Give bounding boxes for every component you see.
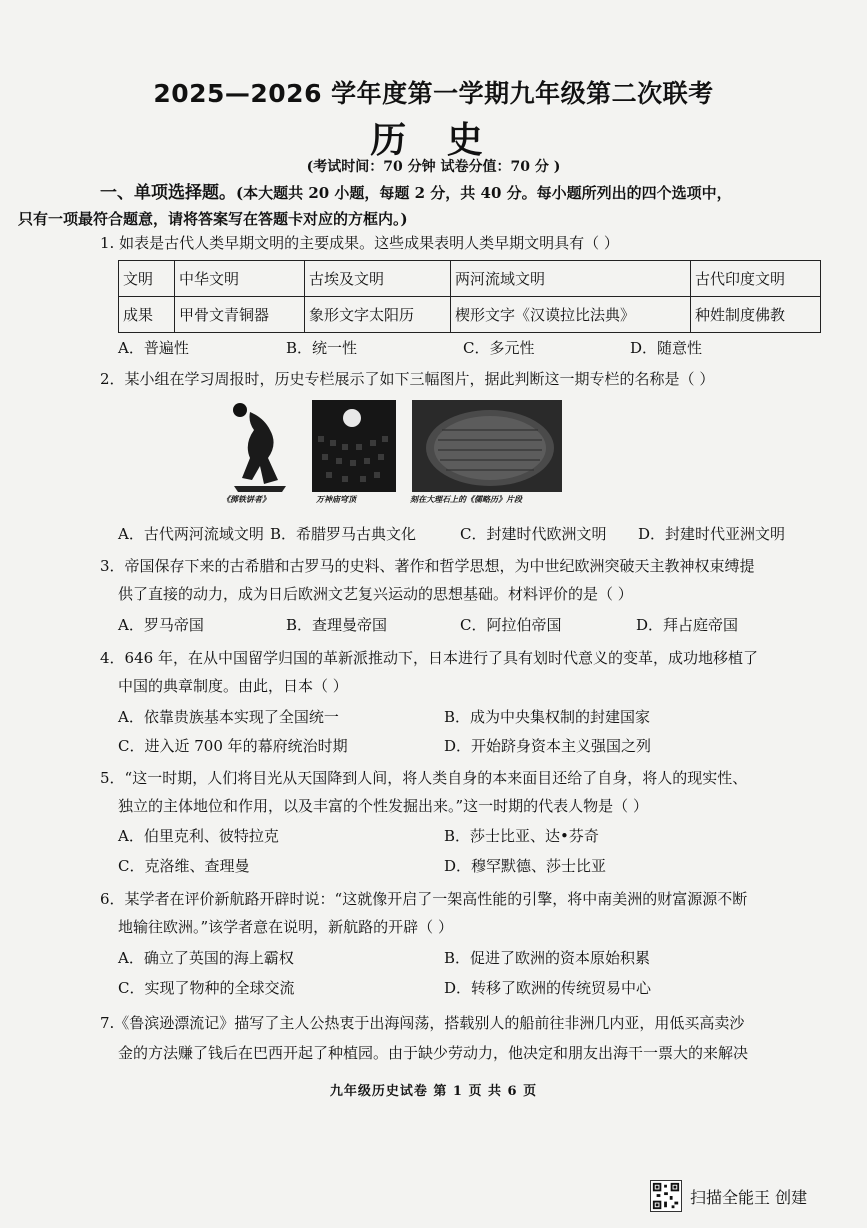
table-row (119, 297, 821, 333)
question-4-line-2: 中国的典章制度。由此，日本（ ） (118, 677, 348, 695)
table-cell: 甲骨文青铜器 (175, 297, 305, 333)
section-instructions-2: 只有一项最符合题意，请将答案写在答题卡对应的方框内。) (18, 210, 408, 228)
question-6-stem (100, 885, 841, 941)
option-c[interactable]: C．多元性 (463, 339, 535, 357)
julian-calendar-marble-image (412, 400, 562, 492)
scanner-watermark (650, 1180, 807, 1212)
table-cell: 中华文明 (175, 261, 305, 297)
question-5-options-row-1 (118, 822, 841, 850)
question-1-stem (100, 229, 841, 257)
option-c[interactable]: C．进入近 700 年的幕府统治时期 (118, 737, 348, 755)
watermark-text: 扫描全能王 创建 (690, 1187, 808, 1207)
caption-1: 《掷铁饼者》 (222, 494, 270, 504)
question-4-options-row-2 (118, 732, 841, 760)
question-5-line-1: 5．“这一时期，人们将目光从天国降到人间，将人类自身的本来面目还给了自身，将人的现实性、 (100, 769, 748, 787)
question-2-images (220, 400, 580, 510)
table-cell: 两河流域文明 (451, 261, 691, 297)
question-6-line-2: 地输往欧洲。”该学者意在说明，新航路的开辟（ ） (118, 918, 453, 936)
question-2-options (118, 520, 841, 548)
table-row (119, 261, 821, 297)
option-c[interactable]: C．实现了物种的全球交流 (118, 979, 295, 997)
section-title: 一、单项选择题。 (100, 183, 236, 203)
option-b[interactable]: B．希腊罗马古典文化 (270, 525, 417, 543)
option-a[interactable]: A．依靠贵族基本实现了全国统一 (118, 708, 339, 726)
question-5-options-row-2 (118, 852, 841, 880)
option-c[interactable]: C．封建时代欧洲文明 (460, 525, 607, 543)
pantheon-dome-image (312, 400, 396, 492)
section-instructions-1: (本大题共 20 小题，每题 2 分，共 40 分。每小题所列出的四个选项中， (236, 184, 732, 202)
option-d[interactable]: D．穆罕默德、莎士比亚 (444, 857, 607, 875)
question-3-stem (100, 552, 841, 608)
option-c[interactable]: C．克洛维、查理曼 (118, 857, 250, 875)
table-cell: 古埃及文明 (305, 261, 451, 297)
question-6-options-row-2 (118, 974, 841, 1002)
option-a[interactable]: A．普遍性 (118, 339, 189, 357)
option-b[interactable]: B．统一性 (286, 339, 358, 357)
option-d[interactable]: D．封建时代亚洲文明 (638, 525, 786, 543)
option-c[interactable]: C．阿拉伯帝国 (460, 616, 562, 634)
question-1-options (118, 334, 841, 362)
question-7-line-1: 7.《鲁滨逊漂流记》描写了主人公热衷于出海闯荡，搭载别人的船前往非洲几内亚，用低买高卖沙 (100, 1014, 745, 1032)
option-d[interactable]: D．拜占庭帝国 (636, 616, 739, 634)
question-7-stem (100, 1008, 841, 1068)
option-d[interactable]: D．随意性 (630, 339, 703, 357)
option-d[interactable]: D．转移了欧洲的传统贸易中心 (444, 979, 652, 997)
question-4-stem (100, 644, 841, 700)
question-5-line-2: 独立的主体地位和作用，以及丰富的个性发掘出来。”这一时期的代表人物是（ ） (118, 797, 648, 815)
table-cell: 象形文字太阳历 (305, 297, 451, 333)
table-cell: 文明 (119, 261, 175, 297)
exam-info: (考试时间：70 分钟 试卷分值：70 分 ) (306, 159, 561, 175)
exam-title: 2025—2026 学年度第一学期九年级第二次联考 (153, 79, 714, 108)
table-cell: 种姓制度佛教 (691, 297, 821, 333)
option-d[interactable]: D．开始跻身资本主义强国之列 (444, 737, 652, 755)
option-b[interactable]: B．促进了欧洲的资本原始积累 (444, 949, 651, 967)
question-5-stem (100, 764, 841, 820)
question-3-options (118, 611, 841, 639)
question-1-text: 1. 如表是古代人类早期文明的主要成果。这些成果表明人类早期文明具有（ ） (100, 234, 619, 252)
caption-3: 刻在大理石上的《儒略历》片段 (410, 494, 522, 504)
question-2-text: 2．某小组在学习周报时，历史专栏展示了如下三幅图片，据此判断这一期专栏的名称是（ ） (100, 370, 715, 388)
question-2-stem (100, 365, 841, 393)
section-heading (18, 180, 839, 232)
option-a[interactable]: A．伯里克利、彼特拉克 (118, 827, 279, 845)
option-a[interactable]: A．古代两河流域文明 (118, 525, 264, 543)
question-6-line-1: 6．某学者在评价新航路开辟时说：“这就像开启了一架高性能的引擎，将中南美洲的财富源源不断 (100, 890, 748, 908)
discus-thrower-image (220, 400, 300, 492)
question-7-line-2: 金的方法赚了钱后在巴西开起了种植园。由于缺少劳动力，他决定和朋友出海干一票大的来解决 (118, 1044, 749, 1062)
option-b[interactable]: B．成为中央集权制的封建国家 (444, 708, 651, 726)
caption-2: 万神庙穹顶 (316, 494, 356, 504)
table-cell: 成果 (119, 297, 175, 333)
question-3-line-1: 3．帝国保存下来的古希腊和古罗马的史料、著作和哲学思想，为中世纪欧洲突破天主教神权束缚提 (100, 557, 755, 575)
option-b[interactable]: B．莎士比亚、达•芬奇 (444, 827, 599, 845)
page-footer: 九年级历史试卷 第 1 页 共 6 页 (329, 1084, 538, 1099)
table-cell: 古代印度文明 (691, 261, 821, 297)
option-b[interactable]: B．查理曼帝国 (286, 616, 388, 634)
question-6-options-row-1 (118, 944, 841, 972)
qr-code-icon (650, 1180, 682, 1212)
option-a[interactable]: A．罗马帝国 (118, 616, 204, 634)
question-3-line-2: 供了直接的动力，成为日后欧洲文艺复兴运动的思想基础。材料评价的是（ ） (118, 585, 633, 603)
table-cell: 楔形文字《汉谟拉比法典》 (451, 297, 691, 333)
question-4-options-row-1 (118, 703, 841, 731)
option-a[interactable]: A．确立了英国的海上霸权 (118, 949, 294, 967)
civilization-table (118, 260, 821, 333)
question-4-line-1: 4．646 年，在从中国留学归国的革新派推动下，日本进行了具有划时代意义的变革，成功地移植了 (100, 649, 758, 667)
subject-title: 历 史 (370, 120, 497, 161)
